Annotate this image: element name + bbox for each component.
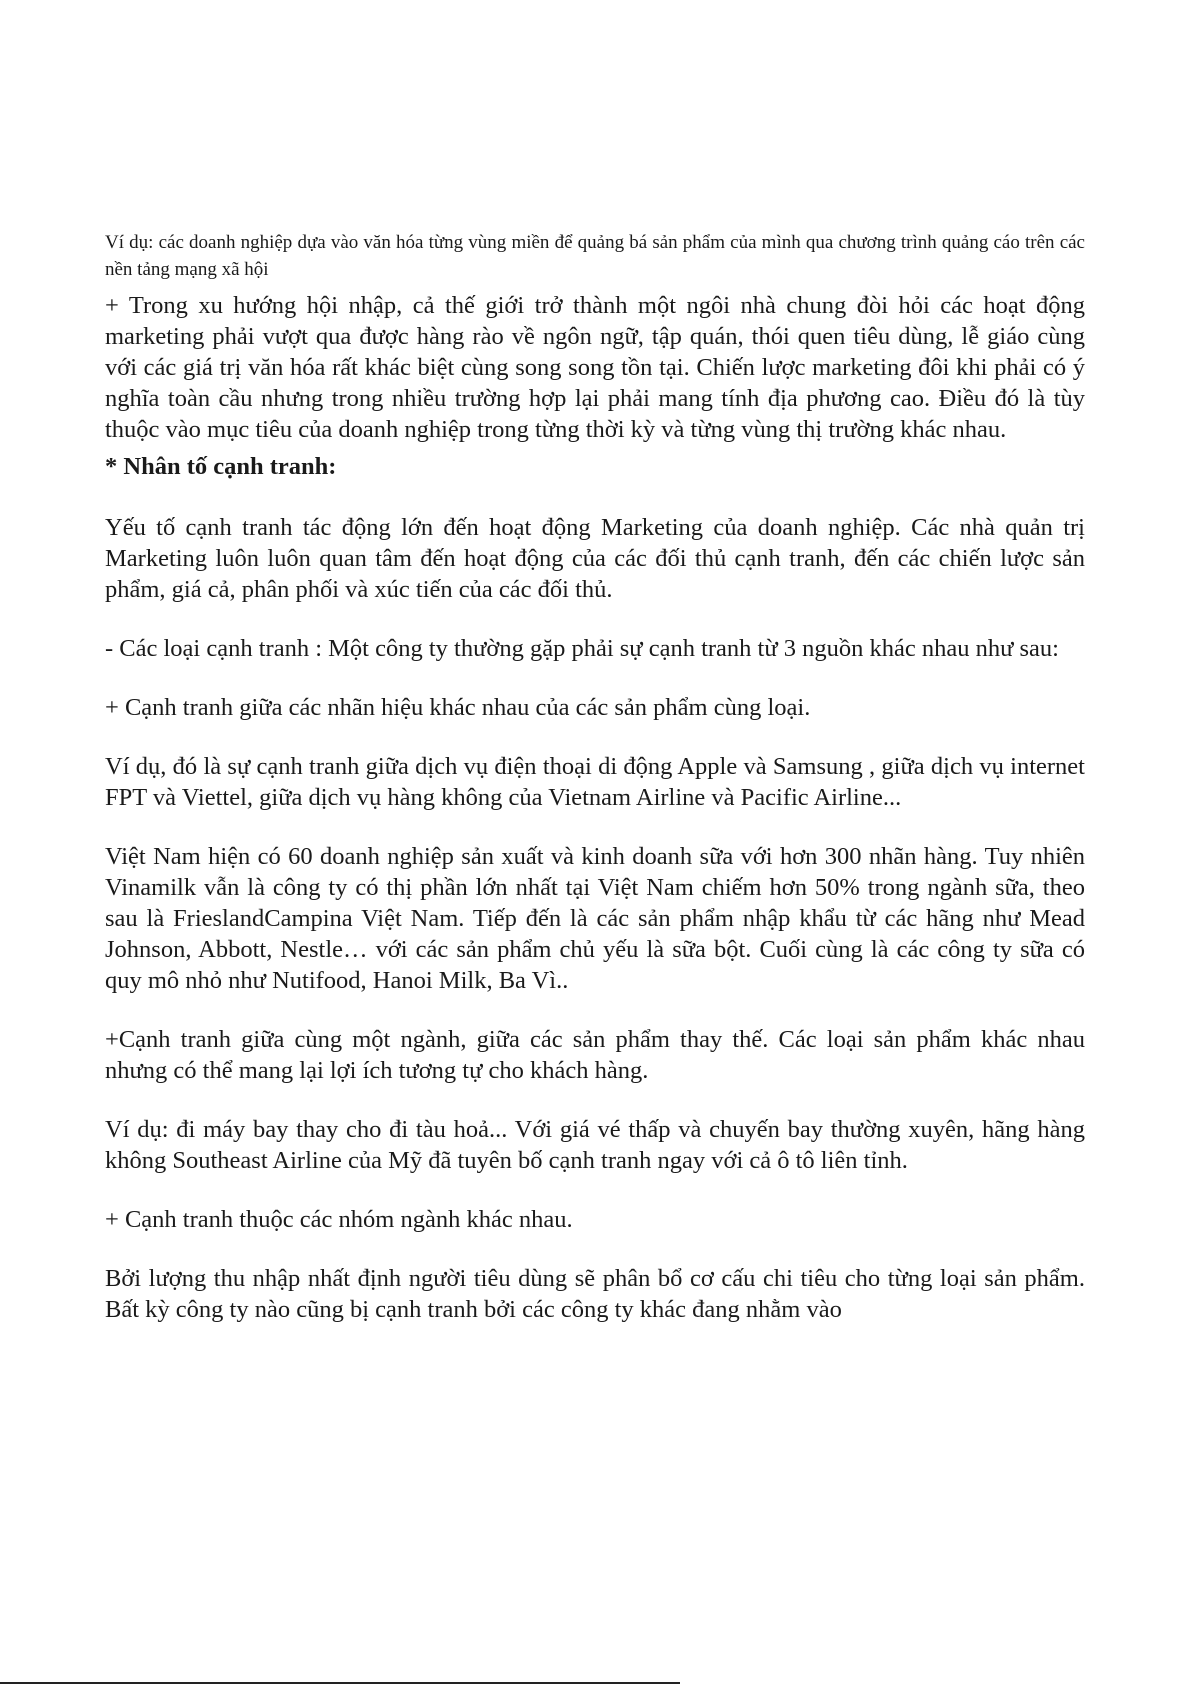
paragraph-airline-example: Ví dụ: đi máy bay thay cho đi tàu hoả... Với giá vé thấp và chuyến bay thường xuyên, hãng hàng không Southeast Airline của Mỹ đã tuyên bố cạnh tranh ngay với cả ô tô liên tỉnh. xyxy=(105,1116,1085,1174)
paragraph-vietnam-milk: Việt Nam hiện có 60 doanh nghiệp sản xuất và kinh doanh sữa với hơn 300 nhãn hàng. Tuy nhiên Vinamilk vẫn là công ty có thị phần lớn nhất tại Việt Nam chiếm hơn 50% trong ngành sữa, theo sau là FrieslandCampina Việt Nam. Tiếp đến là các sản phẩm nhập khẩu từ các hãng như Mead Johnson, Abbott, Nestle… với các sản phẩm chủ yếu là sữa bột. Cuối cùng là các công ty sữa có quy mô nhỏ như Nutifood, Hanoi Milk, Ba Vì.. xyxy=(105,843,1085,994)
example-note: Ví dụ: các doanh nghiệp dựa vào văn hóa từng vùng miền để quảng bá sản phẩm của mình qua chương trình quảng cáo trên các nền tảng mạng xã hội xyxy=(105,232,1085,280)
section-heading-competition: * Nhân tố cạnh tranh: xyxy=(105,453,337,480)
paragraph-substitute-competition: +Cạnh tranh giữa cùng một ngành, giữa các sản phẩm thay thế. Các loại sản phẩm khác nhau nhưng có thể mang lại lợi ích tương tự cho khách hàng. xyxy=(105,1026,1085,1084)
paragraph-brand-competition: + Cạnh tranh giữa các nhãn hiệu khác nhau của các sản phẩm cùng loại. xyxy=(105,694,811,721)
paragraph-competition-types: - Các loại cạnh tranh : Một công ty thường gặp phải sự cạnh tranh từ 3 nguồn khác nhau như sau: xyxy=(105,635,1059,662)
paragraph-income-allocation: Bởi lượng thu nhập nhất định người tiêu dùng sẽ phân bổ cơ cấu chi tiêu cho từng loại sản phẩm. Bất kỳ công ty nào cũng bị cạnh tranh bởi các công ty khác đang nhằm vào xyxy=(105,1265,1085,1323)
paragraph-global-integration: + Trong xu hướng hội nhập, cả thế giới trở thành một ngôi nhà chung đòi hỏi các hoạt động marketing phải vượt qua được hàng rào về ngôn ngữ, tập quán, thói quen tiêu dùng, lễ giáo cùng với các giá trị văn hóa rất khác biệt cùng song song tồn tại. Chiến lược marketing đôi khi phải có ý nghĩa toàn cầu nhưng trong nhiều trường hợp lại phải mang tính địa phương cao. Điều đó là tùy thuộc vào mục tiêu của doanh nghiệp trong từng thời kỳ và từng vùng thị trường khác nhau. xyxy=(105,292,1085,443)
footer-divider xyxy=(0,1682,680,1684)
document-body xyxy=(105,229,1085,1325)
paragraph-competition-factor: Yếu tố cạnh tranh tác động lớn đến hoạt động Marketing của doanh nghiệp. Các nhà quản trị Marketing luôn luôn quan tâm đến hoạt động của các đối thủ cạnh tranh, đến các chiến lược sản phẩm, giá cả, phân phối và xúc tiến của các đối thủ. xyxy=(105,514,1085,603)
paragraph-industry-group-competition: + Cạnh tranh thuộc các nhóm ngành khác nhau. xyxy=(105,1206,573,1233)
paragraph-brand-example: Ví dụ, đó là sự cạnh tranh giữa dịch vụ điện thoại di động Apple và Samsung , giữa dịch vụ internet FPT và Viettel, giữa dịch vụ hàng không của Vietnam Airline và Pacific Airline... xyxy=(105,753,1085,811)
